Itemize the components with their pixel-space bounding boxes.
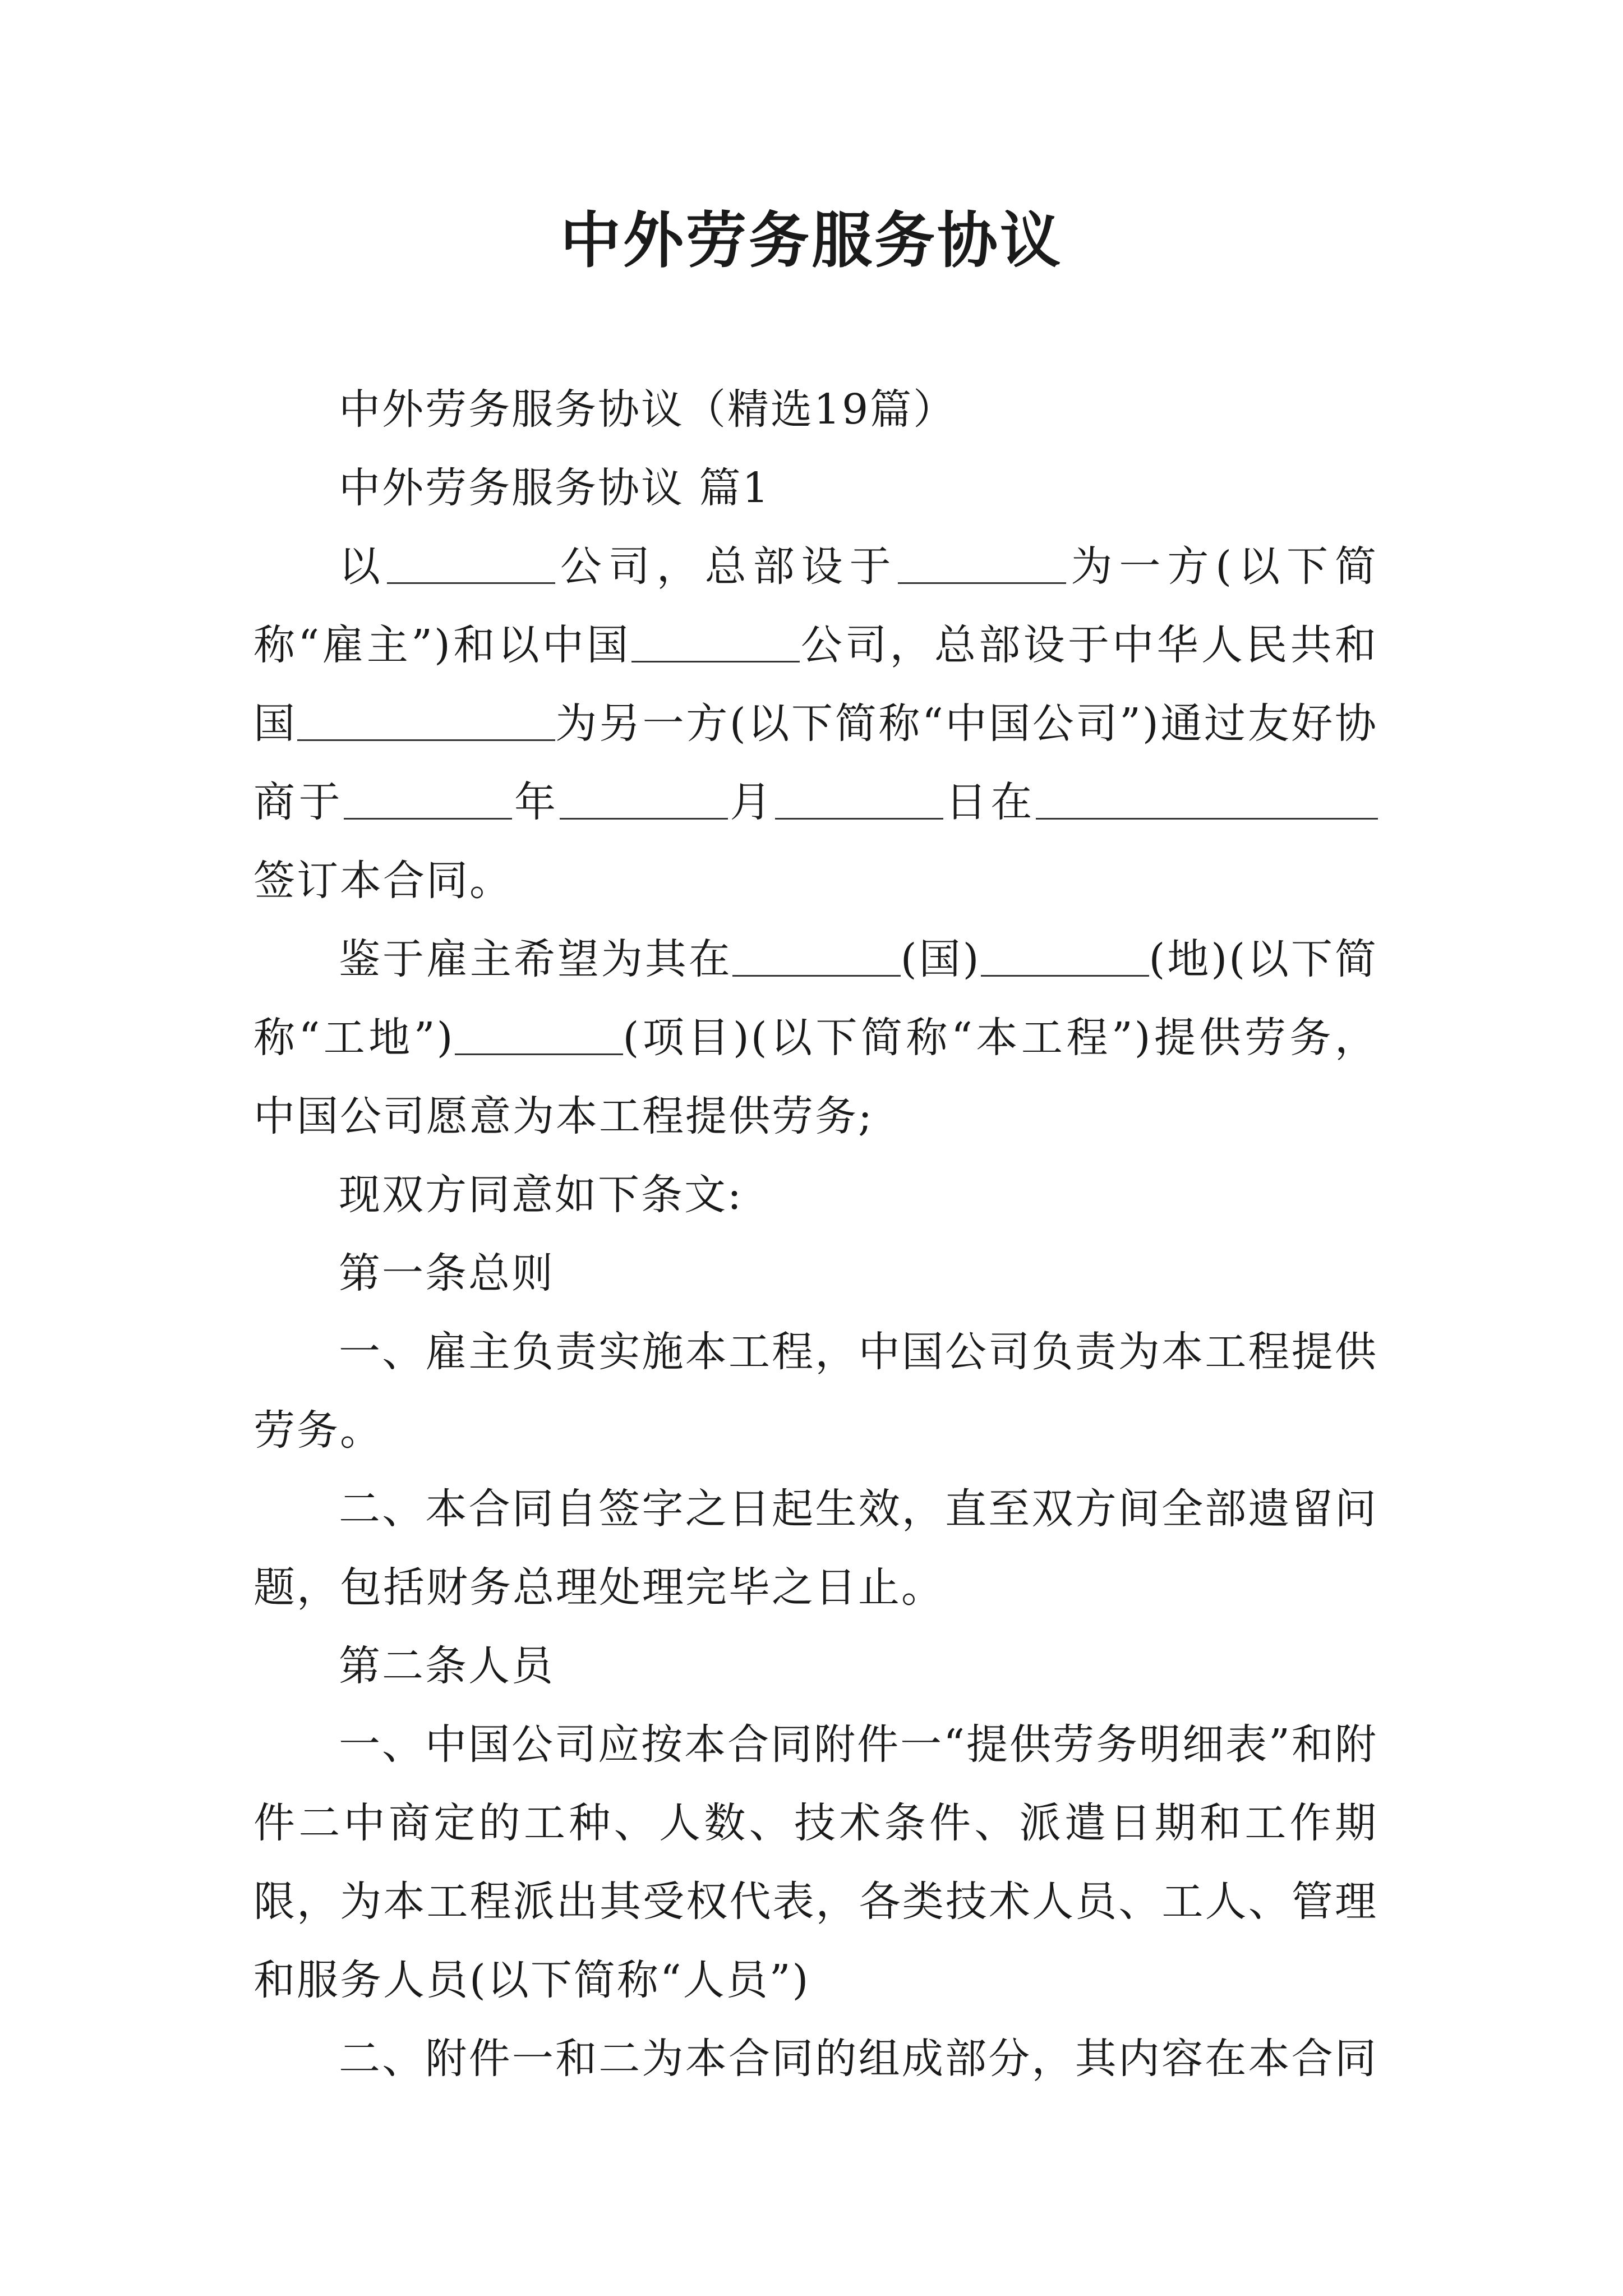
paragraph-agreement: 现双方同意如下条文: <box>339 1171 743 1219</box>
blank-line <box>560 779 728 820</box>
paragraph-parties <box>253 527 1378 920</box>
blank-line <box>344 779 512 820</box>
blank-line <box>387 543 555 584</box>
blank-line <box>981 936 1149 977</box>
blank-line <box>1036 779 1378 820</box>
text-segment: 为另一方(以下简称“中国公司”)通过友好协商于 <box>253 700 1378 826</box>
text-segment: 公司，总部设于 <box>555 542 898 591</box>
blank-line <box>455 1014 623 1055</box>
article-heading-general: 第一条总则 <box>339 1249 555 1297</box>
blank-line <box>898 543 1066 584</box>
text-segment: (项目)(以下简称“本工程”)提供劳务，中国公司愿意为本工程提供劳务; <box>253 1014 1378 1140</box>
paragraph-section-heading: 中外劳务服务协议 篇1 <box>339 464 771 512</box>
text-segment: 鉴于雇主希望为其在 <box>339 935 732 983</box>
blank-line <box>297 700 555 741</box>
text-segment: 日在 <box>943 778 1036 826</box>
paragraph-clause: 一、雇主负责实施本工程，中国公司负责为本工程提供劳务。 <box>253 1328 1378 1455</box>
text-segment: 公司，总部设于中华人民共和国 <box>253 621 1378 748</box>
document-title: 中外劳务服务协议 <box>560 206 1063 276</box>
text-segment: (地)(以下简称“工地”) <box>253 935 1378 1062</box>
text-segment: 签订本合同。 <box>253 857 513 905</box>
text-segment: (国) <box>900 935 981 983</box>
text-segment: 月 <box>727 778 776 826</box>
document-body <box>253 370 1378 2098</box>
blank-line <box>631 622 800 662</box>
paragraph-collection-title: 中外劳务服务协议（精选19篇） <box>339 385 957 434</box>
paragraph-clause: 一、中国公司应按本合同附件一“提供劳务明细表”和附件二中商定的工种、人数、技术条件、派遣日期和工作期限，为本工程派出其受权代表，各类技术人员、工人、管理和服务人员(以下简称“人员”) <box>253 1720 1378 2004</box>
blank-line <box>775 779 943 820</box>
article-heading-personnel: 第二条人员 <box>339 1642 555 1690</box>
paragraph-clause: 二、本合同自签字之日起生效，直至双方间全部遗留问题，包括财务总理处理完毕之日止。 <box>253 1485 1378 1612</box>
blank-line <box>732 936 901 977</box>
text-segment: 年 <box>512 778 560 826</box>
text-segment: 以 <box>339 542 387 591</box>
paragraph-clause: 二、附件一和二为本合同的组成部分，其内容在本合同 <box>339 2035 1378 2083</box>
text-segment: 为一方(以下简称“雇主”)和以中国 <box>253 542 1378 669</box>
paragraph-whereas <box>253 920 1378 1156</box>
